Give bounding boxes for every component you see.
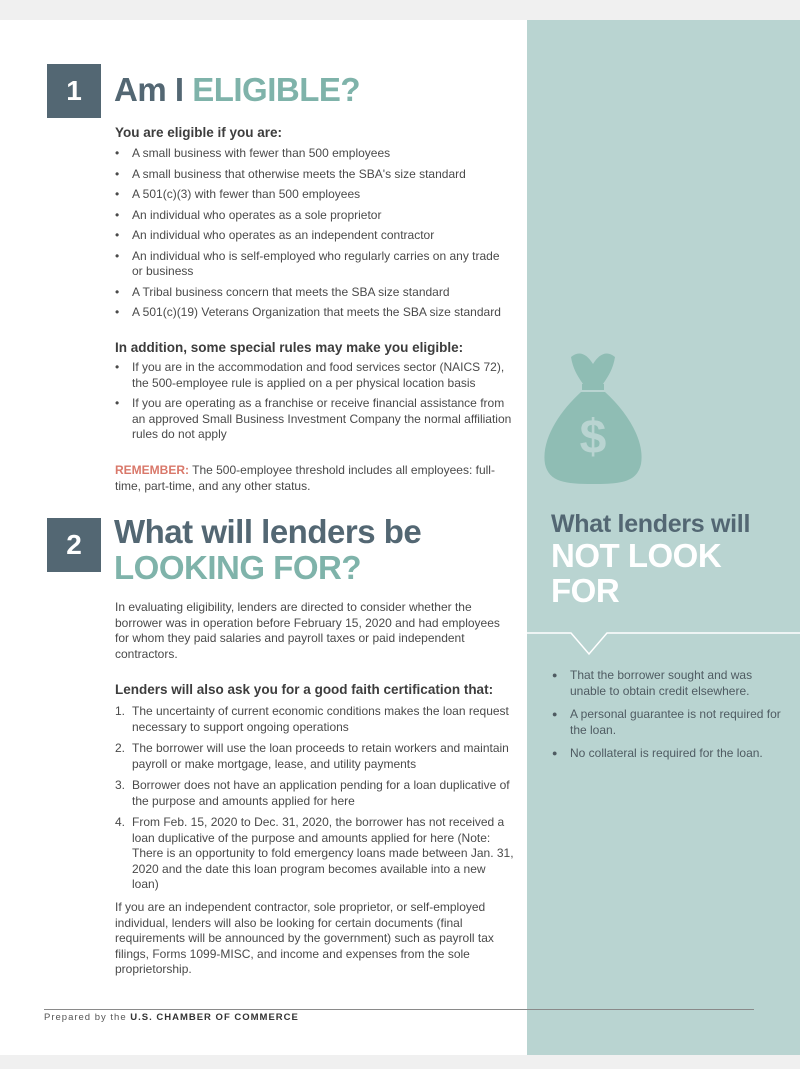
remember-note <box>115 463 510 494</box>
list-item: ● No collateral is required for the loan. <box>552 746 784 762</box>
footer-prefix: Prepared by the <box>44 1012 131 1023</box>
list-item: ● That the borrower sought and was unable to obtain credit elsewhere. <box>552 668 784 699</box>
section-2-closing: If you are an independent contractor, sole proprietor, or self-employed individual, lenders will also be looking for certain documents (final requirements will be announced by the government) such as payroll tax filings, Forms 1099-MISC, and income and expenses from the sole proprietorship. <box>115 900 494 976</box>
list-item: • An individual who is self-employed who regularly carries on any trade or business <box>115 249 520 280</box>
list-item: • An individual who operates as a sole proprietor <box>115 208 520 224</box>
list-item: • If you are in the accommodation and food services sector (NAICS 72), the 500-employee rule is applied on a per physical location basis <box>115 360 515 391</box>
remember-text: The 500-employee threshold includes all employees: full-time, part-time, and any other status. <box>115 463 495 493</box>
special-rules-heading: In addition, some special rules may make you eligible: <box>115 340 464 355</box>
footer-divider <box>44 1009 754 1010</box>
list-item: 3. Borrower does not have an application pending for a loan duplicative of the purpose and amounts applied for here <box>115 778 510 808</box>
sidebar-heading-dark: What lenders will <box>551 510 751 538</box>
certification-heading: Lenders will also ask you for a good faith certification that: <box>115 682 494 697</box>
title-accent: ELIGIBLE? <box>192 71 361 108</box>
remember-label: REMEMBER: <box>115 463 189 477</box>
sidebar-heading-white: NOT LOOK FOR <box>551 537 722 609</box>
page <box>0 20 800 1055</box>
list-item: • If you are operating as a franchise or receive financial assistance from an approved Small Business Investment Company the normal affiliation rules do not apply <box>115 396 515 443</box>
section-2-title <box>114 514 421 586</box>
footer <box>44 1012 299 1023</box>
list-item: • A 501(c)(19) Veterans Organization that meets the SBA size standard <box>115 305 520 321</box>
title-prefix: Am I <box>114 71 184 108</box>
sidebar-list <box>552 668 784 770</box>
certification-list <box>115 704 515 899</box>
eligible-list <box>115 146 520 326</box>
special-rules-list <box>115 360 515 448</box>
list-item: 1. The uncertainty of current economic conditions makes the loan request necessary to support ongoing operations <box>115 704 509 734</box>
list-item: ● A personal guarantee is not required for the loan. <box>552 707 784 738</box>
list-item: • A small business with fewer than 500 employees <box>115 146 520 162</box>
list-item: 2. The borrower will use the loan proceeds to retain workers and maintain payroll or make mortgage, lease, and utility payments <box>115 741 509 771</box>
title-line-2: LOOKING FOR? <box>114 549 361 586</box>
eligible-heading: You are eligible if you are: <box>115 125 283 140</box>
section-2-number: 2 <box>47 518 101 572</box>
list-item: • A small business that otherwise meets the SBA's size standard <box>115 167 520 183</box>
svg-text:$: $ <box>579 411 607 464</box>
list-item: • A Tribal business concern that meets the SBA size standard <box>115 285 520 301</box>
footer-org: U.S. CHAMBER OF COMMERCE <box>130 1012 299 1023</box>
section-1-number: 1 <box>47 64 101 118</box>
section-2-intro: In evaluating eligibility, lenders are directed to consider whether the borrower was in operation before February 15, 2020 and had employees for whom they paid salaries and payroll taxes or paid independent contractors. <box>115 600 500 661</box>
list-item: 4. From Feb. 15, 2020 to Dec. 31, 2020, the borrower has not received a loan duplicative of the purpose and amounts applied for here (Note: There is an opportunity to fold emergency loans made between Jan. 31, 2020 and the date this loan program becomes available into a new loan) <box>115 815 514 891</box>
title-line-1: What will lenders be <box>114 513 422 550</box>
list-item: • An individual who operates as an independent contractor <box>115 228 520 244</box>
list-item: • A 501(c)(3) with fewer than 500 employees <box>115 187 520 203</box>
section-1-title <box>114 72 360 108</box>
